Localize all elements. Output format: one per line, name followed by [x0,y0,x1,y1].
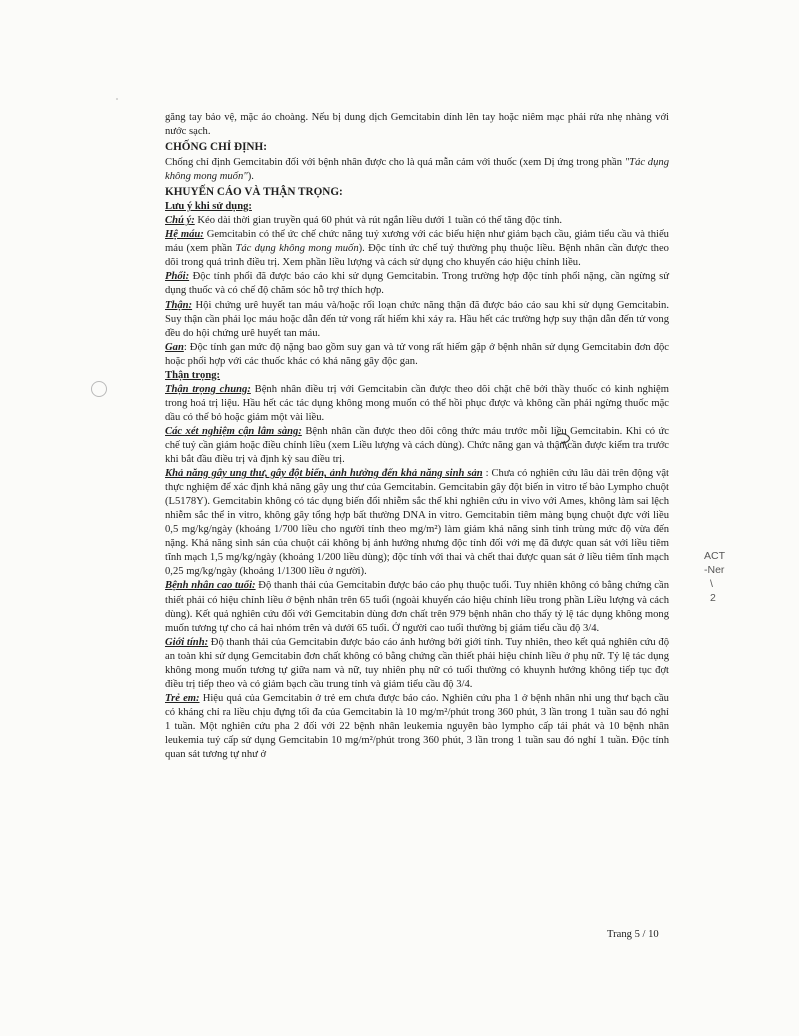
contraindication-paragraph: Chống chỉ định Gemcitabin đối với bệnh nhân được cho là quá mẫn cảm với thuốc (xem Dị ứng trong phần "Tác dụng không mong muốn"). [165,156,669,182]
handwritten-check-mark [554,432,574,450]
note-attention: Chú ý: Kéo dài thời gian truyền quá 60 phút và rút ngắn liều dưới 1 tuần có thể tăng độc tính. [165,215,563,227]
usage-notes-subheading: Lưu ý khi sử dụng: [165,201,252,213]
intro-paragraph: găng tay bảo vệ, mặc áo choàng. Nếu bị dung dịch Gemcitabin dính lên tay hoặc niêm mạc phải rửa nhẹ nhàng với nước sạch. [165,112,669,138]
precautions-subheading: Thận trọng: [165,369,221,381]
warnings-heading: KHUYẾN CÁO VÀ THẬN TRỌNG: [165,185,343,198]
margin-note: ACT -Ner \ 2 [704,550,725,604]
precaution-children: Trẻ em: Hiệu quả của Gemcitabin ở trẻ em chưa được báo cáo. Nghiên cứu pha 1 ở bệnh nhân nhi ung thư bạch cầu có kháng chỉ ra liều chịu đựng tối đa của Gemcitabin là 10 mg/m²/phút trong 360 phút, 3 lần trong 1 tuần sau đó nghỉ 1 tuần. Một nghiên cứu pha 2 đối với 22 bệnh nhân leukemia nguyên bào lympho cấp tái phát và 10 bệnh nhân leukemia tuỷ cấp sử dụng Gemcitabin 10 mg/m²/phút trong 360 phút, 3 lần trong 1 tuần sau đó nghỉ 1 tuần. Độc tính quan sát tương tự như ở [165,692,669,761]
document-page [165,111,669,762]
note-liver: Gan: Độc tính gan mức độ nặng bao gồm suy gan và tử vong rất hiếm gặp ở bệnh nhân sử dụng Gemcitabin đơn độc hoặc phối hợp với các thuốc khác có khả năng gây độc gan. [165,341,669,367]
scan-speck [116,98,118,100]
precaution-carcinogenicity: Khả năng gây ung thư, gây đột biến, ảnh hưởng đến khả năng sinh sản : Chưa có nghiên cứu lâu dài trên động vật thực nghiệm để xác định khả năng gây ung thư của Gemcitabin. Gemcitabin gây đột biến in vitro tế bào Lympho chuột (L5178Y). Gemcitabin không có tác dụng biến đổi nhiễm sắc thể khi nghiên cứu in vivo với Ames, không làm sai lệch nhiễm sắc thể in vitro, không gây tổng hợp bất thường DNA in vitro. Gemcitabin tiêm màng bụng chuột đực với liều 0,5 mg/kg/ngày (khoảng 1/700 liều cho người tính theo mg/m²) làm giảm khả năng sinh tinh trùng mức độ vừa đến nặng. Khả năng sinh sản của chuột cái không bị ảnh hưởng nhưng độc tính đối với mẹ đã được quan sát với liều tiêm tĩnh mạch 1,5 mg/kg/ngày (khoảng 1/200 liều dùng); độc tính với thai và chết thai được quan sát ở liều tiêm tĩnh mạch 0,25 mg/kg/ngày (khoảng 1/1300 liều ở người). [165,468,669,578]
precaution-elderly: Bệnh nhân cao tuổi: Độ thanh thải của Gemcitabin được báo cáo phụ thuộc tuổi. Tuy nhiên không có bằng chứng cần thiết phải có hiệu chỉnh liều ở bệnh nhân trên 65 tuổi (ngoài khuyến cáo hiệu chỉnh liều trong phần Liều lượng và cách dùng). Kết quả nghiên cứu đối với Gemcitabin dùng đơn chất trên 979 bệnh nhân cho thấy tỷ lệ tác dụng không mong muốn tương tự cho cả hai nhóm trên và dưới 65 tuổi. Ở người cao tuổi thường bị giảm tiểu cầu độ 3/4. [165,580,669,634]
page-number: Trang 5 / 10 [607,929,659,940]
precaution-general: Thận trọng chung: Bệnh nhân điều trị với Gemcitabin cần được theo dõi chặt chẽ bởi thầy thuốc có kinh nghiệm trong hoá trị liệu. Hầu hết các tác dụng không mong muốn có thể hồi phục được và không cần phải ngừng thuốc mặc dầu có thể bỏ hoặc giảm một vài liều. [165,383,670,423]
punch-hole-mark [91,381,107,397]
note-kidney: Thận: Hội chứng urê huyết tan máu và/hoặc rối loạn chức năng thận đã được báo cáo sau khi sử dụng Gemcitabin. Suy thận cần phải lọc máu hoặc dẫn đến tử vong rất hiếm khi xảy ra. Hầu hết các trường hợp suy thận dẫn đến tử vong đều do hội chứng urê huyết tan máu. [165,299,669,339]
precaution-lab-tests: Các xét nghiệm cận lâm sàng: Bệnh nhân cần được theo dõi công thức máu trước mỗi liều Gemcitabin. Khi có ức chế tuỷ cần giảm hoặc điều chỉnh liều (xem Liều lượng và cách dùng). Chức năng gan và thận cần được kiểm tra trước khi bắt đầu điều trị và định kỳ sau điều trị. [165,425,669,466]
note-lung: Phổi: Độc tính phổi đã được báo cáo khi sử dụng Gemcitabin. Trong trường hợp độc tính phổi nặng, cần ngừng sử dụng thuốc và có chế độ chăm sóc hỗ trợ thích hợp. [165,271,669,297]
contraindication-heading: CHỐNG CHỈ ĐỊNH: [165,141,267,154]
note-blood: Hệ máu: Gemcitabin có thể ức chế chức năng tuỷ xương với các biểu hiện như giảm bạch cầu, giảm tiểu cầu và thiếu máu (xem phần Tác dụng không mong muốn). Độc tính ức chế tuỷ thường phụ thuộc liều. Bệnh nhân cần được theo dõi trong quá trình điều trị. Xem phần liều lượng và cách sử dụng cho khuyến cáo hiệu chỉnh liều. [165,229,669,269]
precaution-gender: Giới tính: Độ thanh thải của Gemcitabin được báo cáo ảnh hưởng bởi giới tính. Tuy nhiên, theo kết quả nghiên cứu độ an toàn khi sử dụng Gemcitabin đơn chất không có bằng chứng cần thiết phải hiệu chỉnh liều ở phụ nữ. Tỷ lệ tác dụng không mong muốn tương tự giữa nam và nữ, tuy nhiên phụ nữ có tuổi thường có khuynh hướng không tiếp tục đợt điều trị tiếp theo và có giảm bạch cầu trung tính và giảm tiểu cầu độ 3/4. [165,636,669,690]
